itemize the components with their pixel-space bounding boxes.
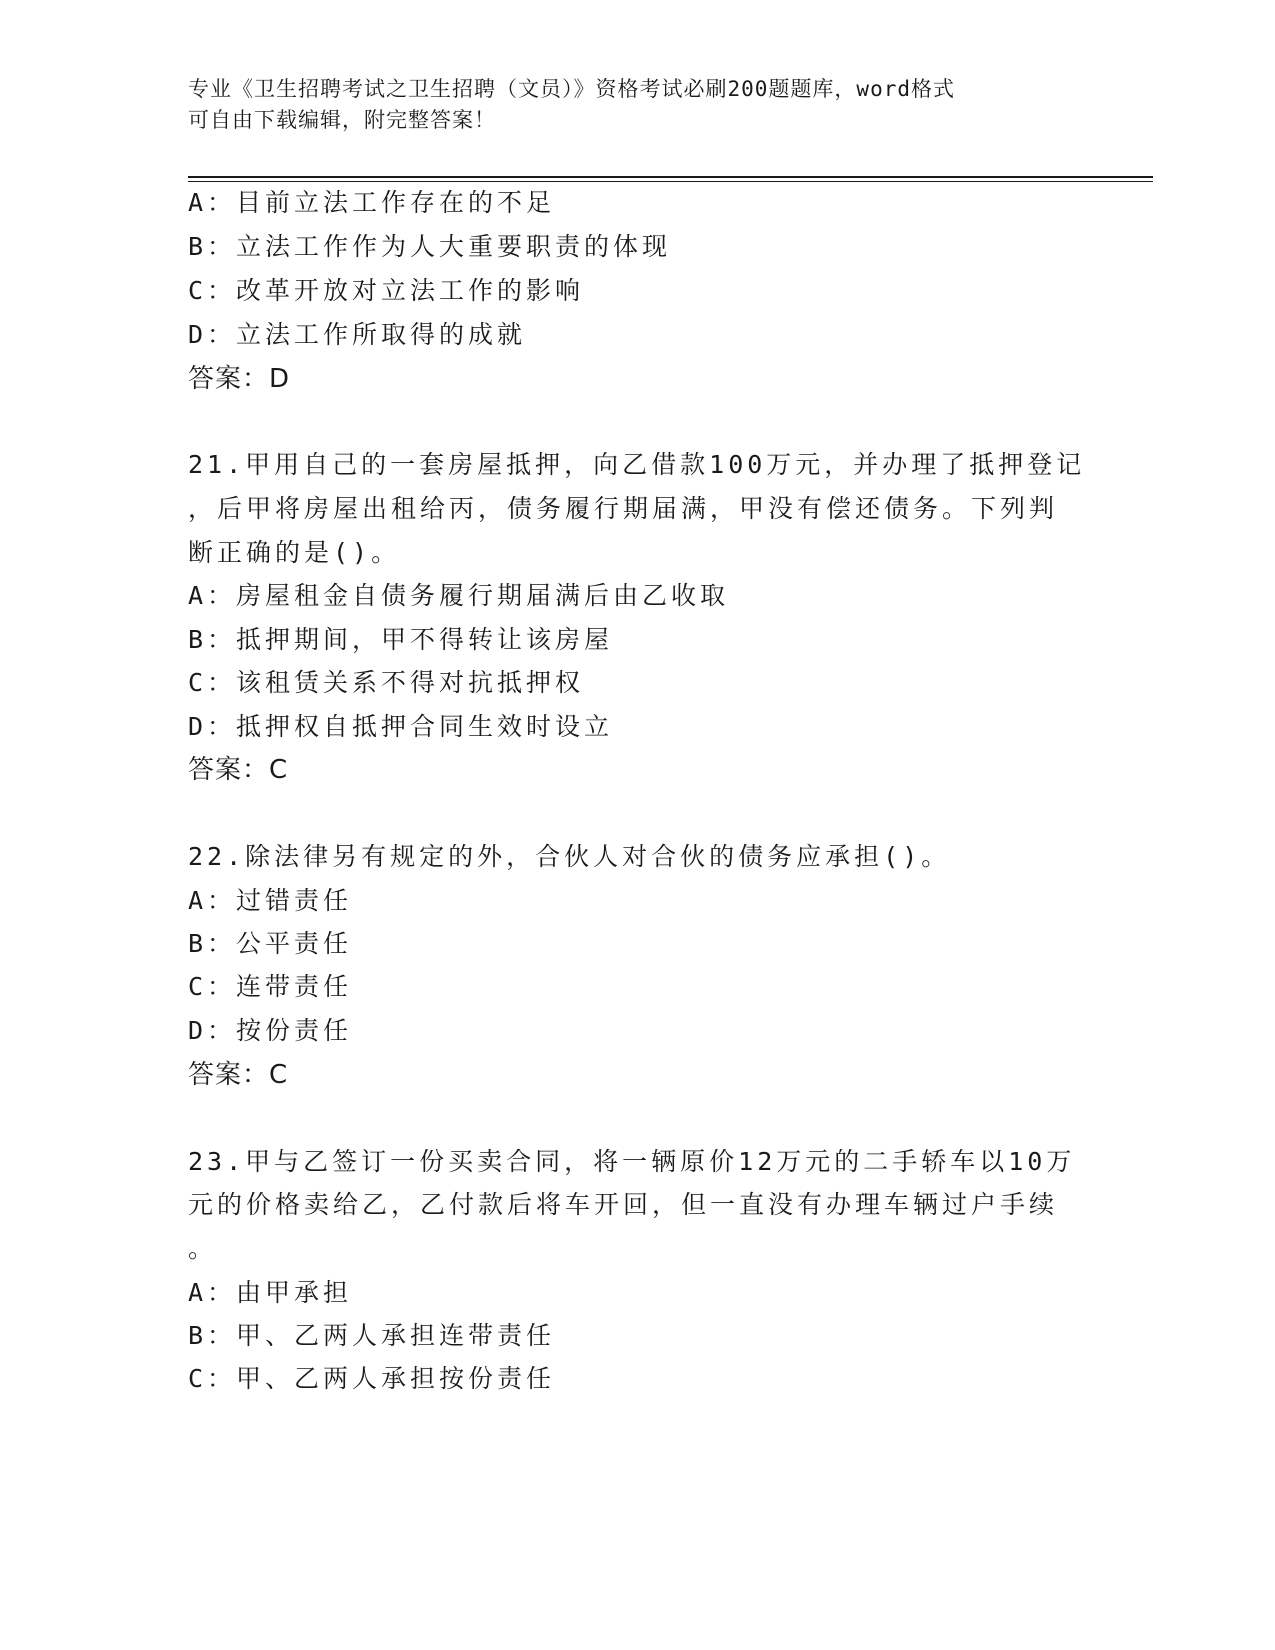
q20-answer: 答案：D: [188, 364, 291, 394]
q21-option-d: D：抵押权自抵押合同生效时设立: [188, 712, 614, 741]
header-divider-thin: [188, 181, 1153, 182]
q22-option-d: D：按份责任: [188, 1016, 353, 1045]
q21-option-c: C：该租赁关系不得对抗抵押权: [188, 668, 585, 697]
header-divider-thick: [188, 176, 1153, 178]
header-line-1: 专业《卫生招聘考试之卫生招聘（文员）》资格考试必刷200题题库，word格式: [188, 77, 955, 101]
q22-option-b: B：公平责任: [188, 929, 353, 958]
header-line-2: 可自由下载编辑，附完整答案！: [188, 108, 496, 132]
q20-option-b: B：立法工作作为人大重要职责的体现: [188, 232, 672, 261]
q21-option-b: B：抵押期间，甲不得转让该房屋: [188, 625, 614, 654]
q21-stem-line-3: 断正确的是()。: [188, 538, 401, 567]
q22-option-a: A：过错责任: [188, 886, 353, 915]
document-header: [188, 74, 1088, 136]
q22-stem-line-1: 22.除法律另有规定的外，合伙人对合伙的债务应承担()。: [188, 842, 951, 871]
q23-option-a: A：由甲承担: [188, 1278, 353, 1307]
q20-option-d: D：立法工作所取得的成就: [188, 320, 527, 349]
q23-option-b: B：甲、乙两人承担连带责任: [188, 1321, 556, 1350]
q22-answer: 答案：C: [188, 1060, 289, 1090]
q23-stem-line-3: 。: [188, 1234, 218, 1263]
q23-stem-line-2: 元的价格卖给乙，乙付款后将车开回，但一直没有办理车辆过户手续: [188, 1190, 1059, 1219]
q23-option-c: C：甲、乙两人承担按份责任: [188, 1364, 556, 1393]
q20-option-c: C：改革开放对立法工作的影响: [188, 276, 585, 305]
q23-stem-line-1: 23.甲与乙签订一份买卖合同，将一辆原价12万元的二手轿车以10万: [188, 1147, 1076, 1176]
q22-option-c: C：连带责任: [188, 972, 353, 1001]
q20-option-a: A：目前立法工作存在的不足: [188, 188, 556, 217]
q21-answer: 答案：C: [188, 755, 289, 785]
q21-option-a: A：房屋租金自债务履行期届满后由乙收取: [188, 581, 730, 610]
q21-stem-line-1: 21.甲用自己的一套房屋抵押，向乙借款100万元，并办理了抵押登记: [188, 450, 1086, 479]
q21-stem-line-2: ，后甲将房屋出租给丙，债务履行期届满，甲没有偿还债务。下列判: [188, 494, 1059, 523]
